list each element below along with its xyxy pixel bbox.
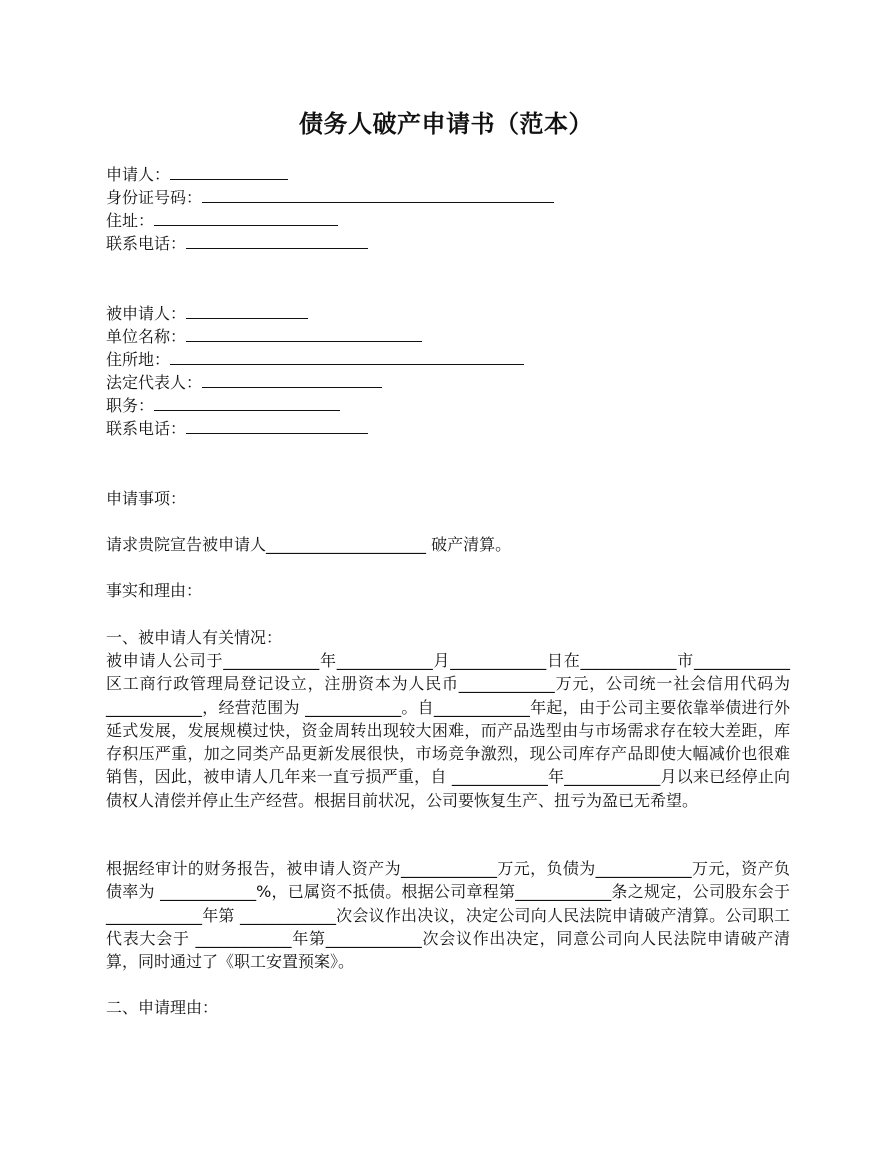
respondent-unit-label: 单位名称： <box>106 327 187 346</box>
respondent-position-field <box>106 394 340 417</box>
respondent-position-blank <box>154 394 340 411</box>
respondent-phone-blank <box>186 417 368 434</box>
respondent-name-label: 被申请人： <box>106 304 187 323</box>
respondent-unit-blank <box>186 325 422 342</box>
matters-heading: 申请事项： <box>106 489 187 508</box>
section2-heading: 二、申请理由： <box>106 998 219 1017</box>
applicant-address-blank <box>154 209 338 226</box>
facts-paragraph-2: 根据经审计的财务报告，被申请人资产为____________万元，负债为____________万元，资产负债率为 ____________%，已属资不抵债。根据公司章程第____________条之规定，公司股东会于____________年第 ____________次会议作出决议，决定公司向人民法院申请破产清算。公司职工代表大会于 ____________年第____________次会议作出决定，同意公司向人民法院申请破产清算，同时通过了《职工安置预案》。 <box>106 859 790 972</box>
respondent-domicile-field <box>106 348 524 371</box>
applicant-phone-label: 联系电话： <box>106 234 187 253</box>
respondent-domicile-label: 住所地： <box>106 350 171 369</box>
applicant-name-blank <box>170 163 288 180</box>
respondent-legal-rep-field <box>106 371 382 394</box>
applicant-id-field <box>106 186 554 209</box>
respondent-legal-rep-blank <box>202 371 382 388</box>
respondent-name-field <box>106 302 308 325</box>
respondent-position-label: 职务： <box>106 396 155 415</box>
applicant-phone-blank <box>186 232 368 249</box>
respondent-phone-field <box>106 417 368 440</box>
applicant-name-label: 申请人： <box>106 165 171 184</box>
applicant-name-field <box>106 163 288 186</box>
respondent-phone-label: 联系电话： <box>106 419 187 438</box>
applicant-id-blank <box>202 186 554 203</box>
applicant-address-field <box>106 209 338 232</box>
facts-heading: 事实和理由： <box>106 581 203 600</box>
respondent-legal-rep-label: 法定代表人： <box>106 373 203 392</box>
applicant-address-label: 住址： <box>106 211 155 230</box>
facts-paragraph-1: 被申请人公司于____________年____________月____________日在____________市____________区工商行政管理局登记设立，注册资本为人民币____________万元，公司统一社会信用代码为 ____________，经营范围为 ____________。自____________年起，由于公司主要依靠举债进行外延式发展，发展规模过快，资金周转出现较大困难，而产品选型由与市场需求存在较大差距，库存积压严重，加之同类产品更新发展很快，市场竞争激烈，现公司库存产品即使大幅减价也很难销售，因此，被申请人几年来一直亏损严重，自 ____________年____________月以来已经停止向债权人清偿并停止生产经营。根据目前状况，公司要恢复生产、扭亏为盈已无希望。 <box>106 651 790 810</box>
respondent-unit-field <box>106 325 422 348</box>
respondent-domicile-blank <box>170 348 524 365</box>
document-title: 债务人破产申请书（范本） <box>299 110 593 138</box>
applicant-phone-field <box>106 232 368 255</box>
applicant-id-label: 身份证号码： <box>106 188 203 207</box>
section1-heading: 一、被申请人有关情况： <box>106 628 283 647</box>
respondent-name-blank <box>186 302 308 319</box>
matters-request: 请求贵院宣告被申请人____________________ 破产清算。 <box>106 535 512 554</box>
